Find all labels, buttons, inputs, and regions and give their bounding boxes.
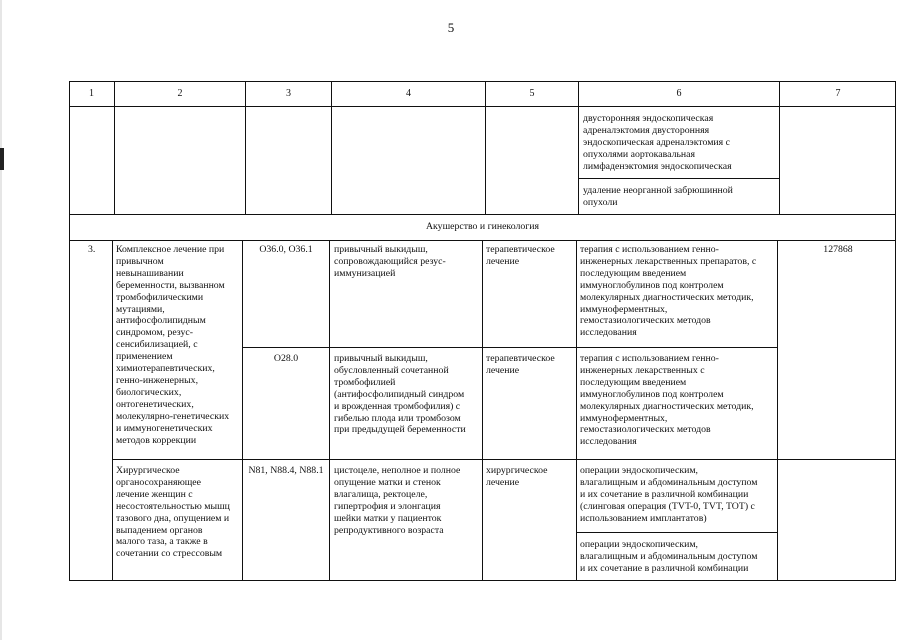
column-header-1: 1: [89, 88, 94, 99]
icd-codes: O36.0, O36.1: [259, 244, 313, 255]
medical-care-table: [69, 81, 896, 581]
scan-binding-mark: [0, 148, 4, 170]
treatment-method: терапия с использованием генно- инженерных лекарственных с последующим введением иммуноглобулинов под контролем молекулярных диагностических методик, иммуноферментных, гемостазиологических методов исследования: [580, 353, 754, 448]
column-header-4: 4: [406, 88, 411, 99]
financial-norm: 127868: [823, 244, 853, 255]
icd-codes: N81, N88.4, N88.1: [248, 465, 324, 476]
scan-edge: [0, 0, 2, 640]
column-header-5: 5: [529, 88, 535, 99]
column-header-7: 7: [835, 88, 841, 99]
column-header-3: 3: [286, 88, 291, 99]
treatment-method: операции эндоскопическим, влагалищным и абдоминальным доступом и их сочетание в различной комбинации: [580, 539, 758, 574]
treatment-type: терапевтическое лечение: [486, 353, 555, 376]
column-header-2: 2: [177, 88, 183, 99]
group-name: Комплексное лечение при привычном невынашивании беременности, вызванном тромбофилическими мутациями, антифосфолипидным синдромом, резус- сенсибилизацией, с применением химиотерапевтических, генно-инженерных, биологических, онтогенетических, молекулярно-генетических и иммуногенетических методов коррекции: [116, 244, 230, 446]
treatment-type: хирургическое лечение: [486, 465, 548, 488]
patient-model: привычный выкидыш, сопровождающийся резус- иммунизацией: [334, 244, 446, 279]
group-number: 3.: [88, 244, 96, 255]
method-adrenalectomy: двусторонняя эндоскопическая адреналэктомия двусторонняя эндоскопическая адреналэктомия с опухолями аортокавальная лимфаденэктомия эндоскопическая: [583, 113, 732, 172]
column-header-6: 6: [676, 88, 682, 99]
group-name: Хирургическое органосохраняющее лечение женщин с несостоятельностью мышц тазового дна, опущением и выпадением органов малого таза, а также в сочетании со стрессовым: [116, 465, 230, 560]
page-number: 5: [447, 20, 455, 35]
treatment-method: терапия с использованием генно- инженерных лекарственных препаратов, с последующим введением иммуноглобулинов под контролем молекулярных диагностических методик, иммуноферментных, гемостазиологических методов исследования: [580, 244, 757, 339]
treatment-type: терапевтическое лечение: [486, 244, 555, 267]
treatment-method: операции эндоскопическим, влагалищным и абдоминальным доступом и их сочетание в различной комбинации (слинговая операция (TVT-0, TVT, TOT) с использованием имплантатов): [580, 465, 758, 524]
icd-codes: O28.0: [273, 353, 299, 364]
section-heading: Акушерство и гинекология: [425, 221, 540, 232]
patient-model: цистоцеле, неполное и полное опущение матки и стенок влагалища, ректоцеле, гипертрофия и элонгация шейки матки у пациенток репродуктивного возраста: [334, 465, 461, 536]
method-tumor-removal: удаление неорганной забрюшинной опухоли: [583, 185, 733, 208]
patient-model: привычный выкидыш, обусловленный сочетанной тромбофилией (антифосфолипидный синдром и врожденная тромбофилия) с гибелью плода или тромбозом при предыдущей беременности: [334, 353, 466, 436]
